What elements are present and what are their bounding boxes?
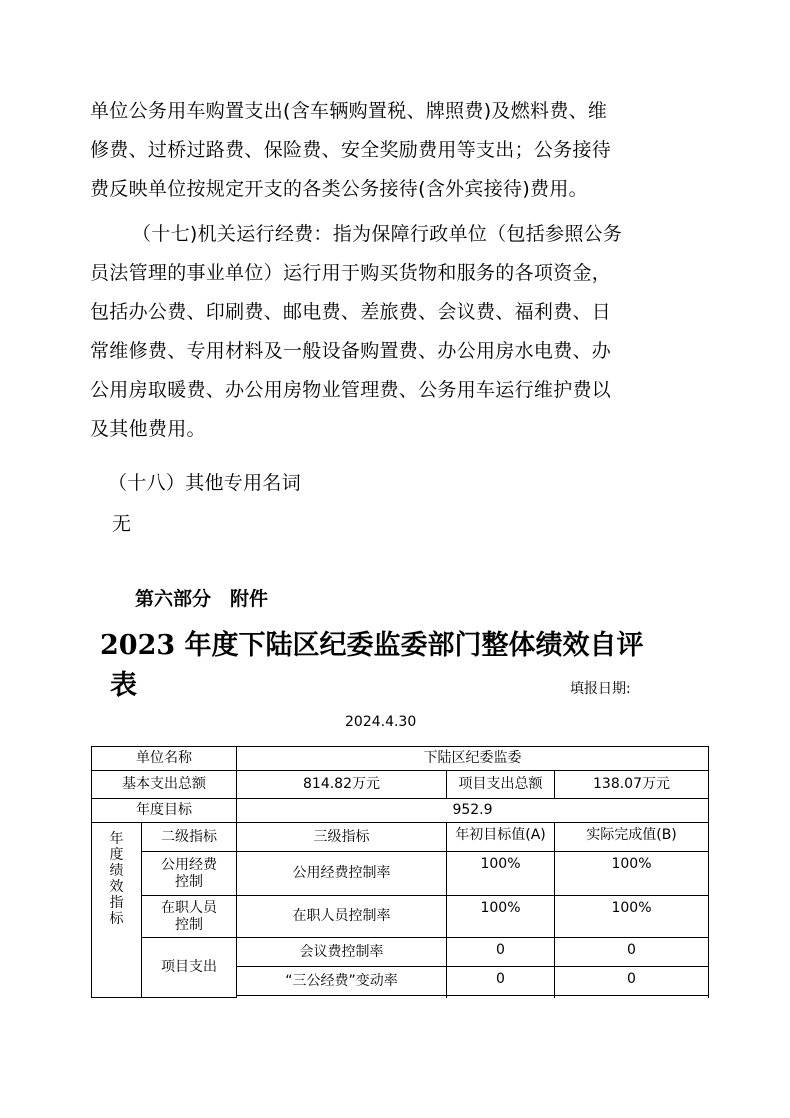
- annual-goal-label: 年度目标: [92, 799, 237, 823]
- paragraph-vehicle-expenses: [90, 92, 690, 209]
- text-line: 公用房取暖费、办公用房物业管理费、公务用车运行维护费以: [90, 379, 612, 401]
- text-line: 修费、过桥过路费、保险费、安全奖励费用等支出；公务接待: [90, 139, 612, 161]
- level3-cell: 会议费控制率: [237, 938, 447, 967]
- level3-cell: 公用经费控制率: [237, 852, 447, 896]
- table-row: [92, 799, 709, 823]
- col-level2-header: 二级指标: [142, 823, 237, 852]
- table-cell: [555, 996, 709, 998]
- table-header-row: [92, 823, 709, 852]
- actual-cell: 0: [555, 938, 709, 967]
- level3-cell: 在职人员控制率: [237, 896, 447, 938]
- paragraph-other-terms-heading: （十八）其他专用名词: [108, 472, 302, 494]
- paragraph-other-terms-body: 无: [112, 513, 132, 535]
- unit-name-value: 下陆区纪委监委: [237, 747, 709, 771]
- unit-name-label: 单位名称: [92, 747, 237, 771]
- level2-cell: 在职人员控制: [142, 896, 237, 938]
- actual-cell: 0: [555, 967, 709, 996]
- target-cell: 0: [447, 967, 555, 996]
- text-line: （十七)机关运行经费：指为保障行政单位（包括参照公务: [132, 223, 623, 245]
- performance-table: [91, 746, 709, 998]
- fill-date-value: 2024.4.30: [345, 714, 417, 730]
- table-row: [92, 771, 709, 799]
- target-cell: 100%: [447, 896, 555, 938]
- actual-cell: 100%: [555, 852, 709, 896]
- text-line: 常维修费、专用材料及一般设备购置费、办公用房水电费、办: [90, 340, 612, 362]
- level3-cell: “三公经费”变动率: [237, 967, 447, 996]
- title-line: 表: [110, 670, 137, 701]
- annual-goal-value: 952.9: [237, 799, 709, 823]
- target-cell: 0: [447, 938, 555, 967]
- level2-cell: 项目支出: [142, 938, 237, 998]
- project-total-value: 138.07万元: [555, 771, 709, 799]
- project-total-label: 项目支出总额: [447, 771, 555, 799]
- title-line: 2023 年度下陆区纪委监委部门整体绩效自评: [100, 630, 644, 661]
- paragraph-operating-expenses: [90, 215, 690, 449]
- text-line: 费反映单位按规定开支的各类公务接待(含外宾接待)费用。: [90, 178, 588, 200]
- indicator-group-label: 年度绩效指标: [92, 823, 142, 998]
- basic-total-value: 814.82万元: [237, 771, 447, 799]
- col-level3-header: 三级指标: [237, 823, 447, 852]
- section-heading: 第六部分 附件: [135, 588, 269, 610]
- table-cell: [447, 996, 555, 998]
- col-target-header: 年初目标值(A): [447, 823, 555, 852]
- text-line: 及其他费用。: [90, 418, 206, 440]
- fill-date-label: 填报日期:: [570, 681, 631, 697]
- table-row: [92, 896, 709, 938]
- actual-cell: 100%: [555, 896, 709, 938]
- text-line: 包括办公费、印刷费、邮电费、差旅费、会议费、福利费、日: [90, 301, 612, 323]
- text-line: 单位公务用车购置支出(含车辆购置税、牌照费)及燃料费、维: [90, 100, 608, 122]
- table-row: [92, 852, 709, 896]
- table-cell: [237, 996, 447, 998]
- target-cell: 100%: [447, 852, 555, 896]
- table-row: [92, 747, 709, 771]
- table-row: [92, 938, 709, 967]
- level2-cell: 公用经费控制: [142, 852, 237, 896]
- text-line: 员法管理的事业单位）运行用于购买货物和服务的各项资金，: [90, 262, 612, 284]
- basic-total-label: 基本支出总额: [92, 771, 237, 799]
- col-actual-header: 实际完成值(B): [555, 823, 709, 852]
